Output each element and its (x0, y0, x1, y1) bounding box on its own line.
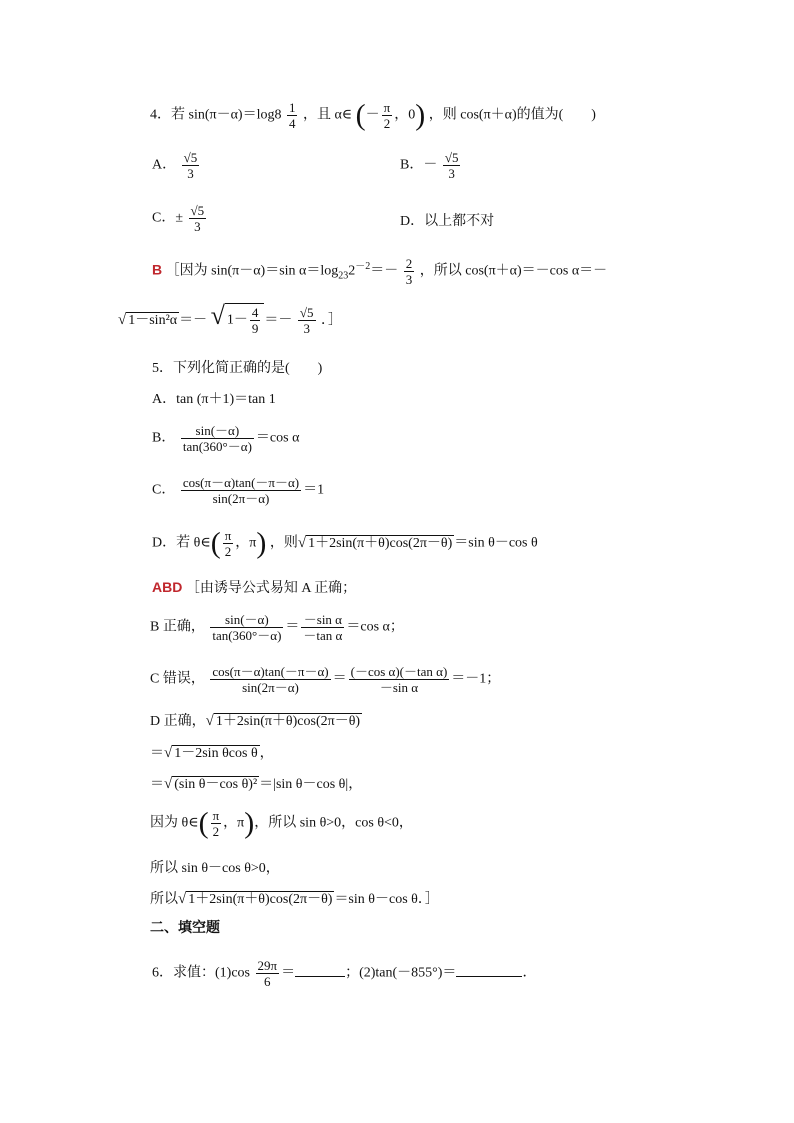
q4-option-a: A． $\frac{√5}{3}$ (152, 150, 198, 181)
q6-blank-2[interactable] (456, 963, 522, 977)
q5-answer-d1: D 正确，√ 1＋2sin(π＋θ)cos(2π－θ) (150, 713, 361, 729)
q5-answer-d2: ＝√ 1－2sin θcos θ ， (150, 745, 274, 761)
q4-option-d: D．以上都不对 (400, 214, 495, 229)
q4-answer-line1: B ［因为 sin(π－α)＝sin $\alpha=\log_{23}2^{-2}=-$ $\frac{2}{3}$ ，所以 cos(π＋α)＝－cos α＝－ (152, 256, 608, 287)
section-heading: 二、填空题 (150, 921, 220, 936)
q5-option-b: B． $\frac{\sin(-\alpha)}{\tan(360^\circ-\alpha)}$ ＝cos α (152, 423, 300, 454)
q4-answer-letter: B (152, 261, 163, 278)
q5-option-d: D．若 θ∈( $\frac{\pi}{2}$ ，π) ，则√ 1＋2sin(π＋θ)cos(2π－θ) ＝sin θ－cos θ (152, 526, 538, 560)
q5-answer-line1: ABD ［由诱导公式易知 A 正确； (152, 579, 357, 596)
q4-fraction: $\frac{1}{4}$ (288, 100, 296, 131)
q6-stem: 6．求值：(1)cos $\frac{29\pi}{6}$ ＝ ；(2)tan(－855°)＝ ． (152, 958, 537, 989)
q5-stem: 5．下列化简正确的是( ) (152, 361, 323, 376)
q5-answer-d6: 所以√ 1＋2sin(π＋θ)cos(2π－θ) ＝sin θ－cos θ．］ (150, 891, 439, 907)
q5-option-a: A．tan (π＋1)＝tan 1 (152, 392, 276, 407)
q6-blank-1[interactable] (295, 963, 345, 977)
q5-answer-d4: 因为 θ∈( $\frac{\pi}{2}$ ，π)，所以 sin θ>0，cos θ<0， (150, 806, 413, 840)
q4-option-b: B．－ $\frac{√5}{3}$ (400, 150, 459, 181)
q5-answer-d3: ＝√ (sin θ－cos θ)² ＝|sin θ－cos θ|， (150, 776, 363, 792)
q4-option-c: C．± $\frac{√5}{3}$ (152, 203, 205, 234)
q5-answer-b: B 正确， $\frac{\sin(-\alpha)}{\tan(360^\circ-\alpha)}$ ＝ $\frac{\text{－sin α}}{\text{－tan α}}$ ＝cos α； (150, 612, 404, 643)
q4-stem: 4．若 sin(π－α)＝log8 $\frac{1}{4}$ ，且 α∈ (－ $\frac{\pi}{2}$ ，0) ，则 cos(π＋α)的值为( ) (150, 98, 596, 132)
q5-answer-letter: ABD (152, 579, 183, 595)
q4-interval-fraction: $\frac{\pi}{2}$ (383, 100, 391, 131)
q4-answer-line2: √ 1－sin²α ＝－ √ 1－ $\frac{4}{9}$ ＝－ $\frac{√5}{3}$ ．］ (118, 301, 343, 337)
q5-option-c: C． $\frac{\cos(\pi-\alpha)\tan(-\pi-\alpha)}{\sin(2\pi-\alpha)}$ ＝1 (152, 475, 325, 506)
q4-stem-text: 4．若 sin(π－α)＝log8 (150, 107, 282, 123)
q5-answer-d5: 所以 sin θ－cos θ>0， (150, 861, 280, 876)
q5-answer-c: C 错误， $\frac{\cos(\pi-\alpha)\tan(-\pi-\alpha)}{\sin(2\pi-\alpha)}$ ＝ $\frac{\text{(－cos α)(－tan α)}}{\text{－sin α}}$ ＝－1； (150, 664, 501, 695)
